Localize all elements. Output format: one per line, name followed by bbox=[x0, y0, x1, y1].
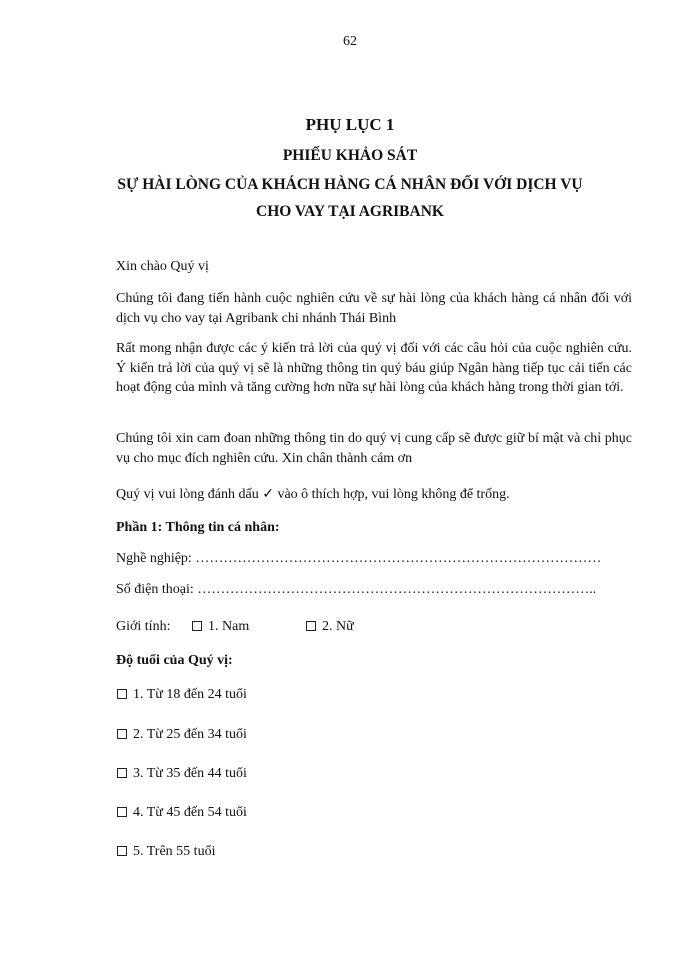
age-option-5[interactable] bbox=[117, 844, 215, 860]
phone-label: Số điện thoại: bbox=[116, 582, 194, 597]
age-option-3[interactable] bbox=[117, 766, 247, 782]
gender-row bbox=[116, 619, 170, 635]
intro-paragraph-2: Rất mong nhận được các ý kiến trả lời của quý vị đối với các câu hỏi của cuộc nghiên cứu. Ý kiến trả lời của quý vị sẽ là những thông tin quý báu giúp Ngân hàng tiếp tục cải tiến các hoạt động của mình và tăng cường hơn nữa sự hài lòng của khách hàng trong thời gian tới. bbox=[116, 341, 632, 395]
checkbox-icon[interactable] bbox=[117, 768, 127, 778]
age-option-label: 3. Từ 35 đến 44 tuổi bbox=[133, 766, 247, 781]
gender-label: Giới tính: bbox=[116, 619, 171, 634]
age-option-4[interactable] bbox=[117, 805, 247, 821]
checkbox-icon[interactable] bbox=[117, 846, 127, 856]
gender-option-male[interactable] bbox=[192, 619, 249, 635]
subtitle-line-1: SỰ HÀI LÒNG CỦA KHÁCH HÀNG CÁ NHÂN ĐỐI VỚI DỊCH VỤ bbox=[117, 176, 583, 193]
age-option-label: 1. Từ 18 đến 24 tuổi bbox=[133, 687, 247, 702]
occupation-row bbox=[116, 551, 601, 567]
occupation-label: Nghề nghiệp: bbox=[116, 551, 192, 566]
gender-option-label: 2. Nữ bbox=[322, 619, 354, 634]
occupation-field[interactable]: …………………………………………………………………………… bbox=[195, 551, 602, 566]
age-option-label: 4. Từ 45 đến 54 tuổi bbox=[133, 805, 247, 820]
intro-paragraph-3: Chúng tôi xin cam đoan những thông tin do quý vị cung cấp sẽ được giữ bí mật và chỉ phục vụ cho mục đích nghiên cứu. Xin chân thành cám ơn bbox=[116, 431, 632, 466]
phone-row bbox=[116, 582, 596, 598]
appendix-title: PHỤ LỤC 1 bbox=[305, 115, 395, 134]
phone-field[interactable]: ………………………………………………………………………….. bbox=[197, 582, 597, 597]
age-option-2[interactable] bbox=[117, 727, 247, 743]
intro-paragraph-1: Chúng tôi đang tiến hành cuộc nghiên cứu về sự hài lòng của khách hàng cá nhân đối với dịch vụ cho vay tại Agribank chi nhánh Thái Bình bbox=[116, 291, 632, 326]
age-option-label: 2. Từ 25 đến 34 tuổi bbox=[133, 727, 247, 742]
checkbox-icon[interactable] bbox=[117, 807, 127, 817]
page-number: 62 bbox=[343, 34, 357, 49]
checkbox-icon[interactable] bbox=[117, 689, 127, 699]
part1-title: Phần 1: Thông tin cá nhân: bbox=[116, 520, 280, 535]
subtitle-line-2: CHO VAY TẠI AGRIBANK bbox=[256, 203, 444, 220]
age-option-label: 5. Trên 55 tuổi bbox=[133, 844, 216, 859]
gender-option-label: 1. Nam bbox=[208, 619, 250, 634]
form-title: PHIẾU KHẢO SÁT bbox=[282, 147, 418, 164]
checkbox-icon[interactable] bbox=[192, 621, 202, 631]
instruction: Quý vị vui lòng đánh dấu ✓ vào ô thích hợp, vui lòng không để trống. bbox=[116, 487, 510, 502]
age-title: Độ tuổi của Quý vị: bbox=[116, 653, 233, 668]
greeting: Xin chào Quý vị bbox=[116, 259, 209, 274]
gender-option-female[interactable] bbox=[306, 619, 354, 635]
checkbox-icon[interactable] bbox=[306, 621, 316, 631]
age-option-1[interactable] bbox=[117, 687, 247, 703]
checkbox-icon[interactable] bbox=[117, 729, 127, 739]
